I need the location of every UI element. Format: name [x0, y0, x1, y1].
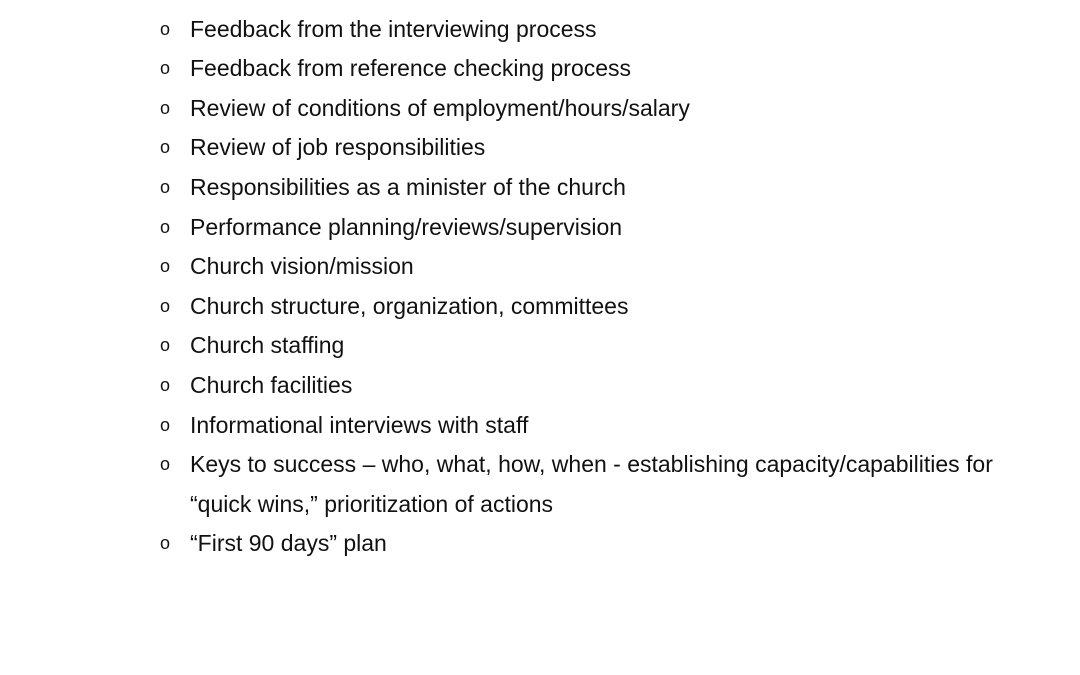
list-item: [160, 366, 1020, 406]
list-item: [160, 445, 1020, 524]
list-item-text: “First 90 days” plan: [190, 530, 387, 557]
list-item: [160, 89, 1020, 129]
bullet-icon: o: [160, 374, 171, 395]
bullet-icon: o: [160, 414, 171, 435]
bullet-list: [160, 0, 1020, 564]
list-item-text: Review of conditions of employment/hours/salary: [190, 94, 690, 121]
bullet-icon: o: [160, 454, 171, 475]
list-item-text: Responsibilities as a minister of the church: [190, 173, 626, 200]
bullet-icon: o: [160, 295, 171, 316]
bullet-icon: [160, 0, 190, 10]
list-item-text: Performance planning/reviews/supervision: [190, 213, 623, 240]
bullet-icon: o: [160, 58, 171, 79]
bullet-icon: o: [160, 335, 171, 356]
bullet-icon: o: [160, 216, 171, 237]
list-item: [160, 524, 1020, 564]
list-item-text: Church structure, organization, committees: [190, 292, 629, 319]
list-item-text: Informational interviews with staff: [190, 411, 529, 438]
bullet-icon: o: [160, 97, 171, 118]
list-item-text: Church staffing: [190, 332, 345, 359]
list-item-text: Church facilities: [190, 371, 353, 398]
bullet-icon: o: [160, 533, 171, 554]
list-item: [160, 10, 1020, 50]
list-item: [160, 208, 1020, 248]
list-item: [160, 406, 1020, 446]
bullet-icon: o: [160, 18, 171, 39]
list-item: [160, 128, 1020, 168]
list-item-text: Keys to success – who, what, how, when - establishing capacity/capabilities for “quick wins,” prioritization of actions: [190, 451, 993, 517]
list-item-text: Church vision/mission: [190, 253, 414, 280]
list-item: [160, 287, 1020, 327]
list-item: [160, 0, 1020, 10]
list-item: [160, 326, 1020, 366]
bullet-icon: o: [160, 137, 171, 158]
bullet-icon: o: [160, 176, 171, 197]
list-item-text: Feedback from reference checking process: [190, 55, 632, 82]
list-item: [160, 49, 1020, 89]
bullet-icon: o: [160, 256, 171, 277]
list-item-text: Review of job responsibilities: [190, 134, 486, 161]
list-item: [160, 247, 1020, 287]
list-item: [160, 168, 1020, 208]
list-item-text: Feedback from the interviewing process: [190, 15, 597, 42]
